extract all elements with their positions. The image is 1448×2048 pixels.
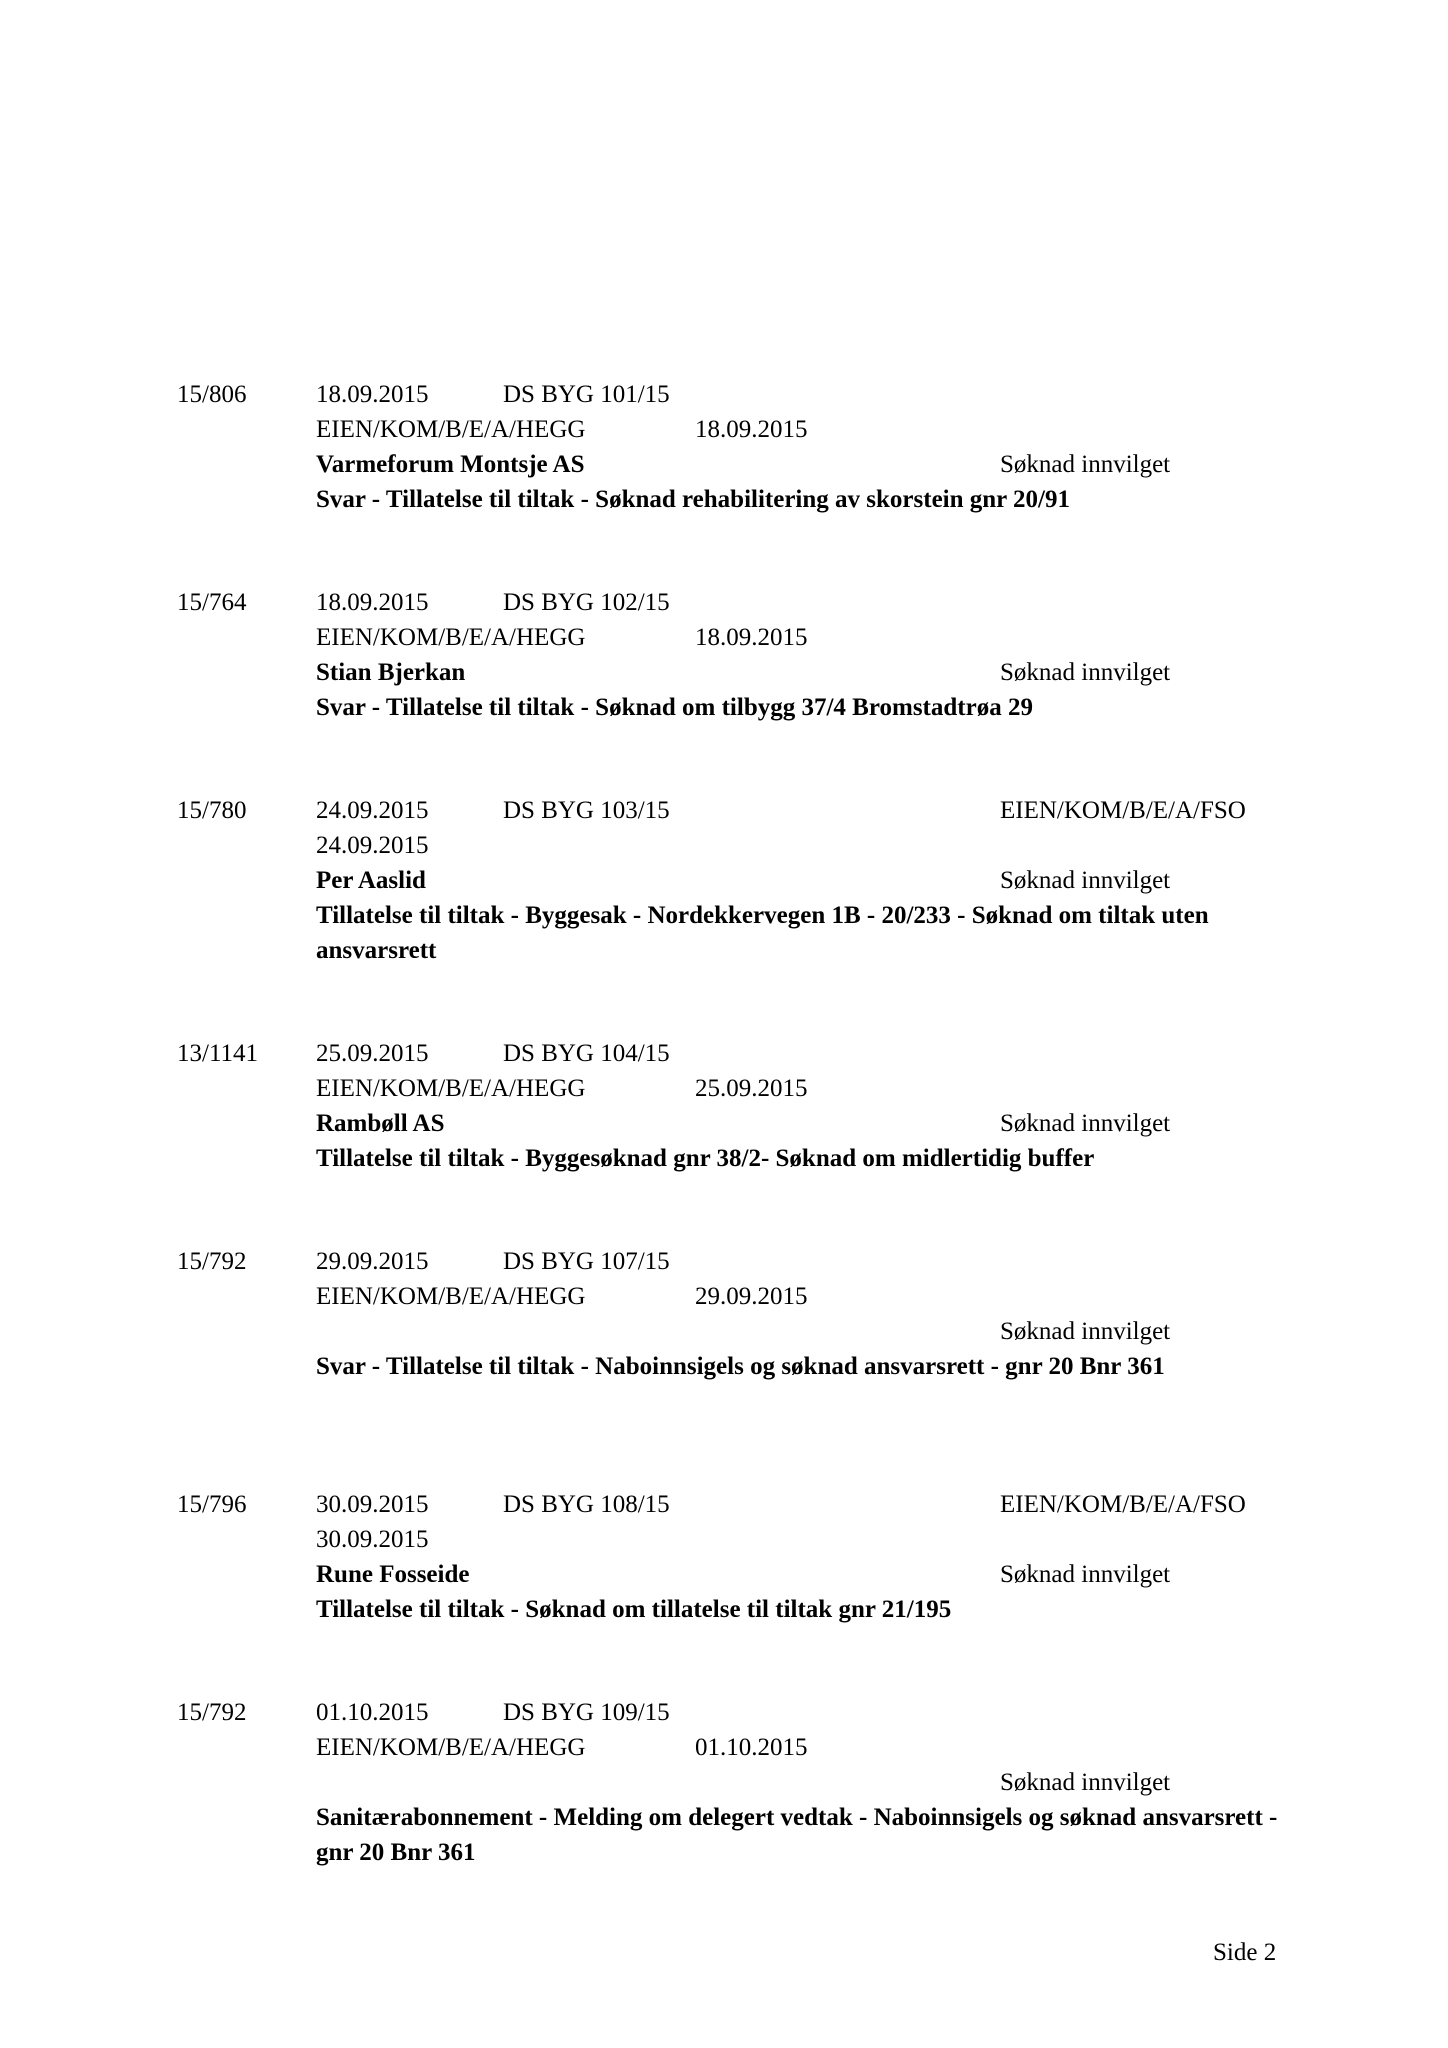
page-number: Side 2 (1213, 1939, 1277, 1966)
decision-date: 24.09.2015 (316, 832, 429, 859)
department-code: EIEN/KOM/B/E/A/FSO (1000, 1491, 1246, 1518)
entry-date: 25.09.2015 (316, 1040, 429, 1067)
status-text: Søknad innvilget (1000, 867, 1171, 894)
party-name: Stian Bjerkan (316, 659, 466, 686)
document-reference: DS BYG 109/15 (503, 1699, 670, 1726)
status-text: Søknad innvilget (1000, 659, 1171, 686)
status-text: Søknad innvilget (1000, 1110, 1171, 1137)
case-number: 15/792 (177, 1699, 247, 1726)
decision-date: 30.09.2015 (316, 1526, 429, 1553)
case-title: Svar - Tillatelse til tiltak - Naboinnsigels og søknad ansvarsrett - gnr 20 Bnr 361 (316, 1353, 1165, 1380)
case-number: 15/764 (177, 589, 247, 616)
case-title: Sanitærabonnement - Melding om delegert vedtak - Naboinnsigels og søknad ansvarsrett - gnr 20 Bnr 361 (316, 1804, 1278, 1866)
status-text: Søknad innvilget (1000, 1318, 1171, 1345)
case-title: Svar - Tillatelse til tiltak - Søknad om tilbygg 37/4 Bromstadtrøa 29 (316, 694, 1033, 721)
decision-date: 25.09.2015 (695, 1075, 808, 1102)
entry-date: 18.09.2015 (316, 381, 429, 408)
case-title: Tillatelse til tiltak - Byggesøknad gnr 38/2- Søknad om midlertidig buffer (316, 1145, 1095, 1172)
status-text: Søknad innvilget (1000, 1561, 1171, 1588)
decision-date: 29.09.2015 (695, 1283, 808, 1310)
document-reference: DS BYG 101/15 (503, 381, 670, 408)
case-title: Tillatelse til tiltak - Søknad om tillatelse til tiltak gnr 21/195 (316, 1596, 952, 1623)
department-code: EIEN/KOM/B/E/A/HEGG (316, 1734, 586, 1761)
entry-date: 29.09.2015 (316, 1248, 429, 1275)
document-reference: DS BYG 104/15 (503, 1040, 670, 1067)
department-code: EIEN/KOM/B/E/A/HEGG (316, 1283, 586, 1310)
department-code: EIEN/KOM/B/E/A/HEGG (316, 1075, 586, 1102)
case-title: Svar - Tillatelse til tiltak - Søknad rehabilitering av skorstein gnr 20/91 (316, 486, 1071, 513)
case-number: 15/806 (177, 381, 247, 408)
case-number: 15/780 (177, 797, 247, 824)
decision-date: 01.10.2015 (695, 1734, 808, 1761)
case-number: 15/796 (177, 1491, 247, 1518)
entry-date: 30.09.2015 (316, 1491, 429, 1518)
case-title: Tillatelse til tiltak - Byggesak - Nordekkervegen 1B - 20/233 - Søknad om tiltak uten ansvarsrett (316, 902, 1209, 964)
document-reference: DS BYG 103/15 (503, 797, 670, 824)
department-code: EIEN/KOM/B/E/A/HEGG (316, 416, 586, 443)
case-number: 15/792 (177, 1248, 247, 1275)
department-code: EIEN/KOM/B/E/A/FSO (1000, 797, 1246, 824)
party-name: Rune Fosseide (316, 1561, 470, 1588)
entry-date: 01.10.2015 (316, 1699, 429, 1726)
party-name: Rambøll AS (316, 1110, 445, 1137)
entry-date: 24.09.2015 (316, 797, 429, 824)
entry-date: 18.09.2015 (316, 589, 429, 616)
document-reference: DS BYG 107/15 (503, 1248, 670, 1275)
decision-date: 18.09.2015 (695, 624, 808, 651)
department-code: EIEN/KOM/B/E/A/HEGG (316, 624, 586, 651)
document-reference: DS BYG 102/15 (503, 589, 670, 616)
status-text: Søknad innvilget (1000, 1769, 1171, 1796)
party-name: Varmeforum Montsje AS (316, 451, 585, 478)
status-text: Søknad innvilget (1000, 451, 1171, 478)
case-number: 13/1141 (177, 1040, 259, 1067)
document-reference: DS BYG 108/15 (503, 1491, 670, 1518)
party-name: Per Aaslid (316, 867, 426, 894)
decision-date: 18.09.2015 (695, 416, 808, 443)
